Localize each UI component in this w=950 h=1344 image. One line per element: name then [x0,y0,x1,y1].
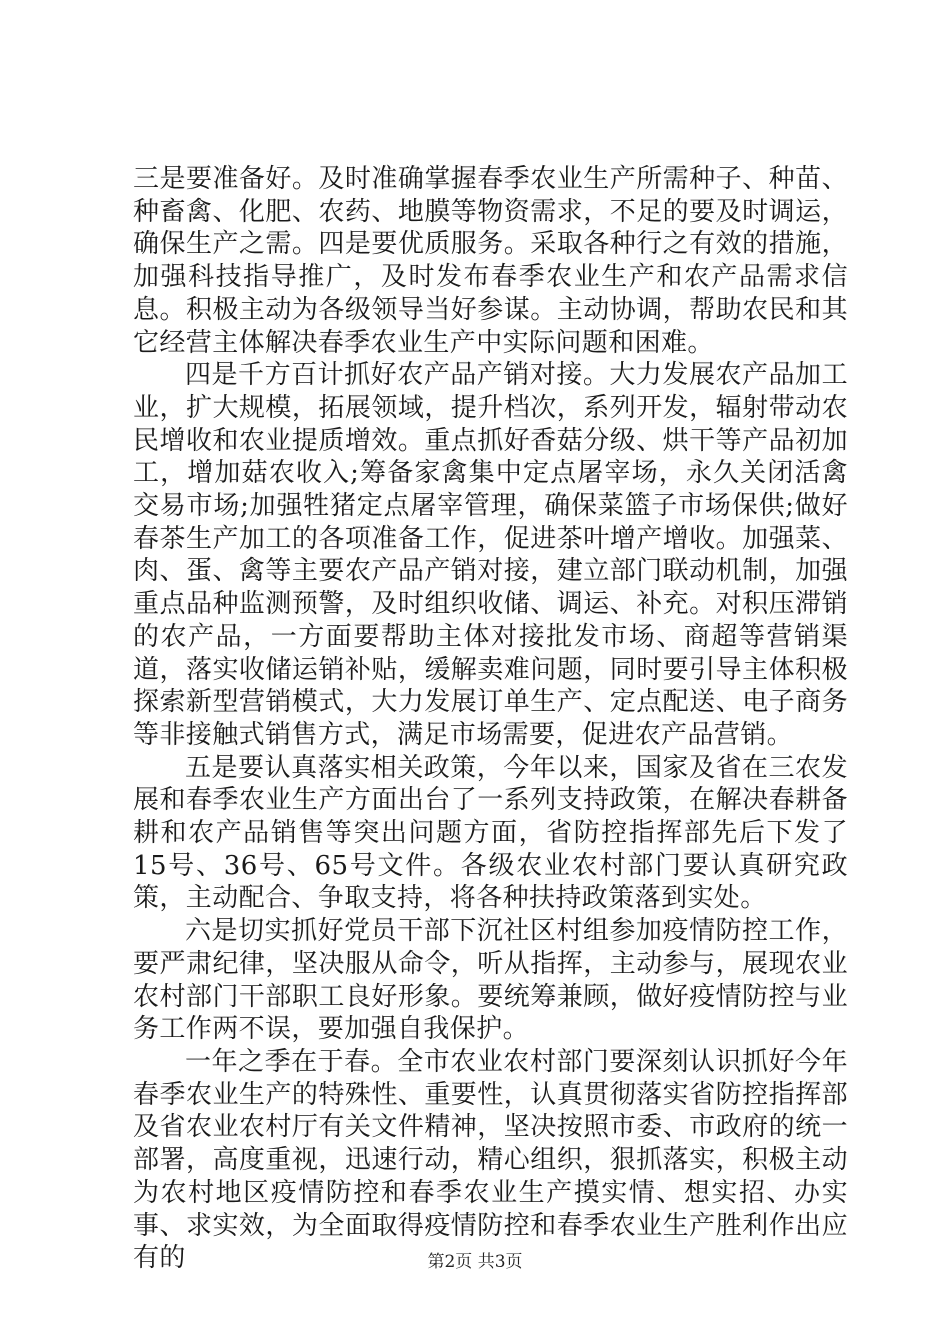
paragraph-2: 四是千方百计抓好农产品产销对接。大力发展农产品加工业，扩大规模，拓展领域，提升档次，系列开发，辐射带动农民增收和农业提质增效。重点抓好香菇分级、烘干等产品初加工，增加菇农收入;筹备家禽集中定点屠宰场，永久关闭活禽交易市场;加强牲猪定点屠宰管理，确保菜篮子市场保供;做好春茶生产加工的各项准备工作，促进茶叶增产增收。加强菜、肉、蛋、禽等主要农产品产销对接，建立部门联动机制，加强重点品种监测预警，及时组织收储、调运、补充。对积压滞销的农产品，一方面要帮助主体对接批发市场、商超等营销渠道，落实收储运销补贴，缓解卖难问题，同时要引导主体积极探索新型营销模式，大力发展订单生产、定点配送、电子商务等非接触式销售方式，满足市场需要，促进农产品营销。 [133,360,848,750]
paragraph-3: 五是要认真落实相关政策，今年以来，国家及省在三农发展和春季农业生产方面出台了一系列支持政策，在解决春耕备耕和农产品销售等突出问题方面，省防控指挥部先后下发了15号、36号、65号文件。各级农业农村部门要认真研究政策，主动配合、争取支持，将各种扶持政策落到实处。 [133,752,848,914]
document-body [133,163,848,1275]
paragraph-1: 三是要准备好。及时准确掌握春季农业生产所需种子、种苗、种畜禽、化肥、农药、地膜等物资需求，不足的要及时调运，确保生产之需。四是要优质服务。采取各种行之有效的措施，加强科技指导推广，及时发布春季农业生产和农产品需求信息。积极主动为各级领导当好参谋。主动协调，帮助农民和其它经营主体解决春季农业生产中实际问题和困难。 [133,164,848,358]
page-number-footer: 第2页 共3页 [427,1252,523,1272]
paragraph-5: 一年之季在于春。全市农业农村部门要深刻认识抓好今年春季农业生产的特殊性、重要性，认真贯彻落实省防控指挥部及省农业农村厅有关文件精神，坚决按照市委、市政府的统一部署，高度重视，迅速行动，精心组织，狠抓落实，积极主动为农村地区疫情防控和春季农业生产摸实情、想实招、办实事、求实效，为全面取得疫情防控和春季农业生产胜利作出应有的 [133,1046,848,1274]
paragraph-4: 六是切实抓好党员干部下沉社区村组参加疫情防控工作，要严肃纪律，坚决服从命令，听从指挥，主动参与，展现农业农村部门干部职工良好形象。要统筹兼顾，做好疫情防控与业务工作两不误，要加强自我保护。 [133,916,848,1045]
